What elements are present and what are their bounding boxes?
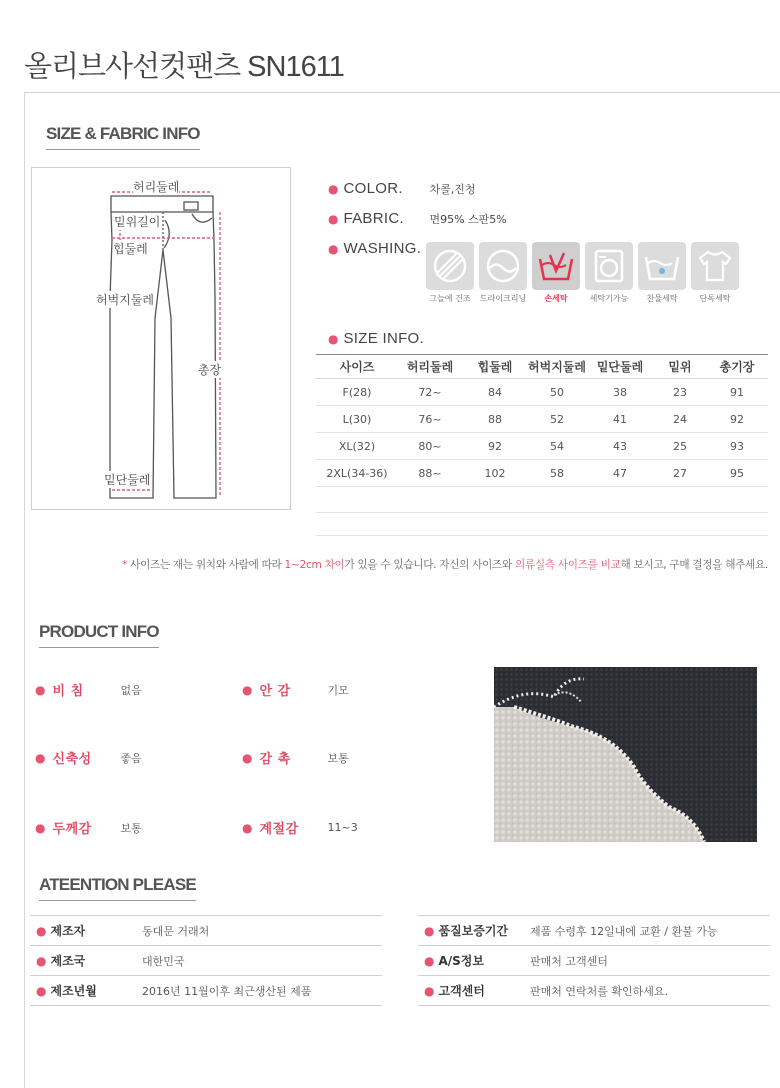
diagram-label-thigh: 허벅지둘레 [96,293,154,307]
bullet-icon: ● [424,953,435,968]
diagram-label-hem: 밑단둘레 [104,473,151,487]
product-info-label: 안 감 [259,684,291,699]
attention-value: 2016년 11월이후 최근생산된 제품 [142,984,312,998]
size-info-label: SIZE INFO. [343,330,424,347]
table-cell: L(30) [316,406,398,433]
size-col-header: 허벅지둘레 [528,355,586,379]
hand-wash-icon [532,242,580,290]
size-col-header: 밑단둘레 [586,355,654,379]
separate-wash-icon [691,242,739,290]
diagram-label-length: 총장 [198,363,222,377]
diagram-label-waist: 허리둘레 [133,180,180,194]
bullet-icon: ● [36,953,47,968]
product-info-value: 11~3 [327,821,358,834]
wash-caption: 손세탁 [544,294,568,303]
attention-label: 제조국 [50,954,86,968]
color-value: 차콜,진청 [429,182,476,196]
wash-item-hand-wash [532,242,580,303]
fabric-label: FABRIC. [343,210,404,227]
heading-underline [39,900,196,901]
fabric-closeup-photo [494,667,757,842]
table-row [316,460,768,487]
table-cell: 93 [706,433,768,460]
product-info-label: 신축성 [52,752,92,767]
size-info-row [328,330,429,347]
bullet-icon: ● [242,750,253,765]
table-cell: 41 [586,406,654,433]
table-cell: 50 [528,379,586,406]
table-cell: 47 [586,460,654,487]
attention-row [30,976,382,1006]
product-info-value: 좋음 [120,751,142,765]
note-text: 해 보시고, 구매 결정을 해주세요. [620,559,768,571]
product-info-value: 보통 [327,751,349,765]
bullet-icon: ● [424,923,435,938]
product-info-value: 보통 [120,821,142,835]
note-highlight: 1~2cm 차이 [284,559,345,571]
table-cell: 88~ [398,460,462,487]
bullet-icon: ● [36,983,47,998]
product-info-label: 두께감 [52,822,92,837]
table-cell: 38 [586,379,654,406]
left-divider [24,92,25,1088]
heading-underline [39,647,159,648]
product-info-item [242,680,349,699]
attention-label: 제조년월 [50,984,97,998]
bullet-icon: ● [424,983,435,998]
washing-machine-icon [585,242,633,290]
attention-value: 판매처 연락처를 확인하세요. [530,984,669,998]
bullet-icon: ● [328,331,339,346]
bullet-icon: ● [35,750,46,765]
attention-value: 동대문 거래처 [142,924,210,938]
attention-left-table [30,916,382,1006]
product-info-value: 없음 [120,683,142,697]
heading-underline [46,149,200,150]
title-divider [24,92,780,93]
attention-row [418,946,770,976]
shade-dry-icon [426,242,474,290]
note-text: 가 있을 수 있습니다. 자신의 사이즈와 [344,559,515,571]
attention-label: A/S정보 [438,954,484,968]
wash-item-cold-water [638,242,686,303]
attention-value: 제품 수령후 12일내에 교환 / 환불 가능 [530,924,718,938]
table-row [316,433,768,460]
product-info-item [242,818,358,837]
bullet-icon: ● [36,923,47,938]
attention-heading: ATEENTION PLEASE [39,875,196,895]
size-col-header: 밑위 [654,355,706,379]
fabric-value: 면95% 스판5% [429,212,507,226]
size-table [316,354,768,513]
wash-item-shade-dry [426,242,474,303]
dry-clean-icon [479,242,527,290]
product-info-label: 감 촉 [259,752,291,767]
table-cell: 84 [462,379,528,406]
product-title: 올리브사선컷팬츠 SN1611 [24,51,344,83]
product-info-item [35,818,142,837]
size-col-header: 힙둘레 [462,355,528,379]
attention-label: 제조자 [50,924,86,938]
wash-item-dry-clean [479,242,527,303]
pants-outline-drawing [32,168,292,511]
size-col-header: 사이즈 [316,355,398,379]
attention-row [30,916,382,946]
product-info-label: 계절감 [259,822,299,837]
note-highlight: 의류실측 사이즈를 비교 [514,559,621,571]
diagram-label-hip: 힙둘레 [113,242,148,256]
bullet-icon: ● [328,241,339,256]
product-info-item [35,680,142,699]
bullet-icon: ● [328,181,339,196]
wash-item-separate [691,242,739,303]
color-label: COLOR. [343,180,403,197]
table-cell: 102 [462,460,528,487]
fabric-row [328,210,507,227]
bullet-icon: ● [242,682,253,697]
size-fabric-heading: SIZE & FABRIC INFO [46,124,200,144]
product-info-item [35,748,142,767]
wash-caption: 그늘에 건조 [429,294,471,303]
attention-value: 대한민국 [142,954,185,968]
note-star: * [122,559,128,571]
product-info-label: 비 침 [52,684,84,699]
table-row-empty [316,487,768,513]
product-info-heading: PRODUCT INFO [39,622,159,642]
color-row [328,180,476,197]
size-col-header: 총기장 [706,355,768,379]
bullet-icon: ● [35,682,46,697]
size-col-header: 허리둘레 [398,355,462,379]
size-table-divider [316,535,768,536]
table-cell: 25 [654,433,706,460]
diagram-label-rise: 밑위길이 [114,215,161,229]
cold-water-icon [638,242,686,290]
attention-row [418,916,770,946]
table-cell: 27 [654,460,706,487]
table-cell: F(28) [316,379,398,406]
pants-diagram [31,167,291,510]
bullet-icon: ● [35,820,46,835]
wash-caption: 찬물세탁 [646,294,678,303]
table-cell: 80~ [398,433,462,460]
attention-value: 판매처 고객센터 [530,954,608,968]
size-table-header [316,355,768,379]
attention-right-table [418,916,770,1006]
attention-label: 품질보증기간 [438,924,509,938]
table-cell: 58 [528,460,586,487]
table-cell: XL(32) [316,433,398,460]
table-row [316,379,768,406]
table-cell: 72~ [398,379,462,406]
attention-row [418,976,770,1006]
table-cell: 2XL(34-36) [316,460,398,487]
table-cell: 76~ [398,406,462,433]
product-info-value: 기모 [327,683,349,697]
table-cell: 92 [706,406,768,433]
table-row [316,406,768,433]
attention-label: 고객센터 [438,984,485,998]
bullet-icon: ● [242,820,253,835]
table-cell: 92 [462,433,528,460]
note-text: 사이즈는 재는 위치와 사람에 따라 [127,559,285,571]
table-cell: 88 [462,406,528,433]
table-cell: 95 [706,460,768,487]
wash-caption: 단독세탁 [699,294,731,303]
table-cell: 54 [528,433,586,460]
attention-row [30,946,382,976]
size-note [122,557,768,572]
bullet-icon: ● [328,211,339,226]
table-cell: 52 [528,406,586,433]
table-cell: 43 [586,433,654,460]
table-cell: 91 [706,379,768,406]
wash-caption: 드라이크리닝 [479,294,527,303]
product-info-item [242,748,349,767]
table-cell: 23 [654,379,706,406]
table-cell: 24 [654,406,706,433]
wash-item-washing-machine [585,242,633,303]
wash-caption: 세탁기가능 [589,294,629,303]
washing-label: WASHING. [343,240,422,257]
washing-row [328,240,429,257]
